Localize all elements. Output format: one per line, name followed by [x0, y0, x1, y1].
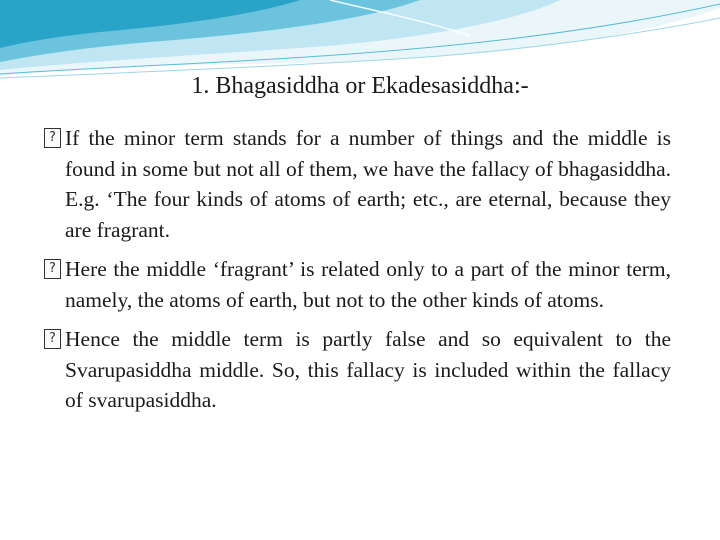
missing-glyph-icon: ?: [44, 329, 61, 349]
bullet-text: Hence the middle term is partly false and so equivalent to the Svarupasiddha middle. So, this fallacy is included within the fallacy of svarupasiddha.: [65, 327, 671, 412]
bullet-text: If the minor term stands for a number of things and the middle is found in some but not all of them, we have the fallacy of bhagasiddha. E.g. ‘The four kinds of atoms of earth; etc., are eternal, because they are fragrant.: [65, 126, 672, 242]
bullet-item: [44, 324, 671, 416]
bullet-item: [44, 254, 671, 315]
slide-title: 1. Bhagasiddha or Ekadesasiddha:-: [191, 73, 529, 99]
missing-glyph-icon: ?: [44, 259, 61, 279]
missing-glyph-icon: ?: [44, 128, 61, 148]
bullet-item: [44, 123, 671, 245]
bullet-text: Here the middle ‘fragrant’ is related only to a part of the minor term, namely, the atoms of earth, but not to the other kinds of atoms.: [65, 257, 671, 312]
bullet-list: [44, 123, 671, 425]
